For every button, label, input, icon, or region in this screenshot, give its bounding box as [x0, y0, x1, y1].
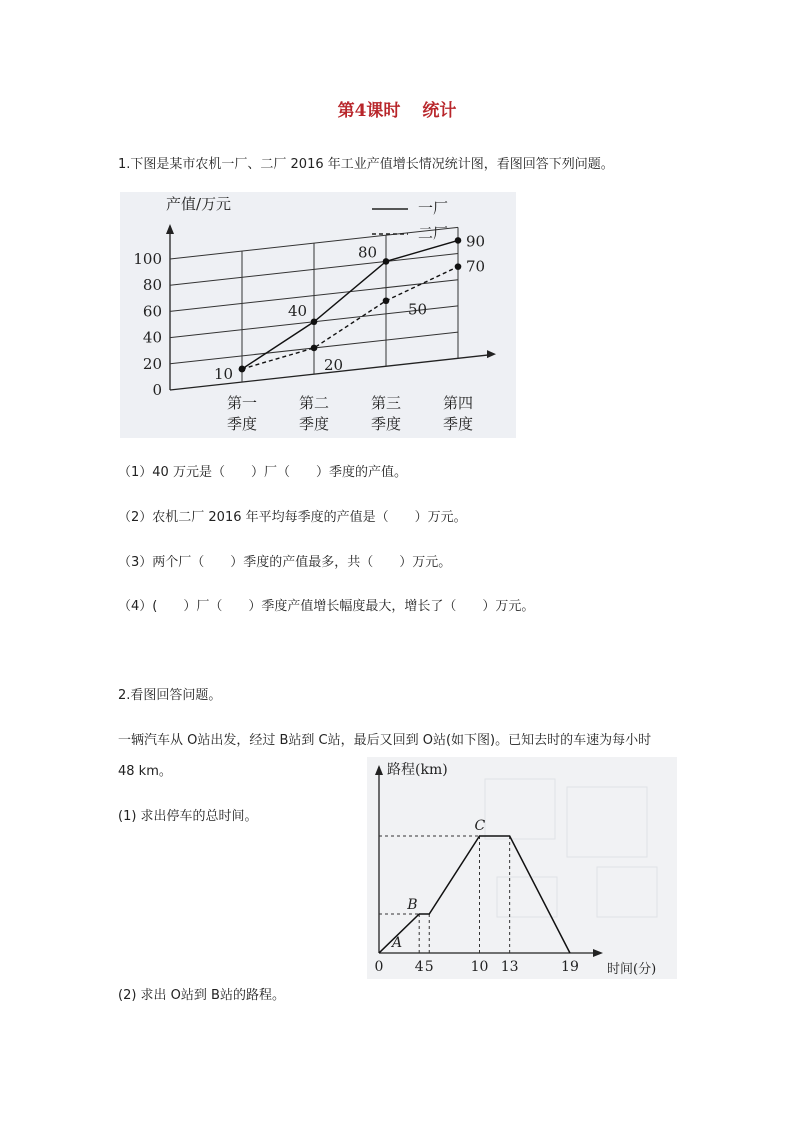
page-title [0, 96, 794, 121]
q1-prompt: 1.下图是某市农机一厂、二厂 2016 年工业产值增长情况统计图，看图回答下列问题。 [118, 157, 614, 172]
chart1-x-tick-label: 季度 [298, 415, 330, 433]
chart1-x-tick-label: 季度 [370, 415, 402, 433]
chart1-point-factory2 [311, 345, 318, 352]
q1-sub2: （2）农机二厂 2016 年平均每季度的产值是（ ）万元。 [118, 510, 467, 525]
legend-label-factory1: 一厂 [418, 199, 449, 217]
chart1-x-tick-label: 第四 [442, 394, 474, 412]
title-lesson: 第4课时 [337, 101, 401, 121]
chart2-point-label: B [407, 897, 418, 913]
chart1-y-tick-label: 80 [142, 276, 162, 295]
chart2-x-tick-label: 0 [374, 959, 384, 975]
chart2-x-tick-label: 19 [561, 959, 579, 975]
chart1-y-tick-label: 40 [142, 328, 162, 347]
chart2-x-tick-label: 4 [414, 959, 424, 975]
chart2-y-axis-title: 路程(km) [387, 762, 448, 778]
chart1-x-tick-label: 第三 [370, 394, 402, 412]
chart1-x-tick-label: 季度 [226, 415, 258, 433]
chart1-data-label: 70 [466, 257, 486, 276]
chart1-data-label: 80 [358, 243, 378, 262]
chart2-point-label: A [392, 935, 403, 951]
chart1-point-factory2 [383, 297, 390, 304]
chart1-y-axis-title: 产值/万元 [166, 195, 232, 213]
q2-text-line2: 48 km。 [118, 764, 172, 779]
chart1-x-tick-label: 第一 [226, 394, 258, 412]
q2-sub1: (1) 求出停车的总时间。 [118, 809, 258, 824]
chart1-y-tick-label: 0 [152, 381, 162, 399]
legend-label-factory2: 二厂 [418, 224, 449, 242]
chart1-point-factory2 [239, 366, 246, 373]
chart1-data-label: 10 [214, 364, 234, 383]
chart-factory-output [120, 192, 516, 438]
q1-sub3: （3）两个厂（ ）季度的产值最多，共（ ）万元。 [118, 555, 452, 570]
chart2-point-label: C [474, 818, 486, 834]
chart1-data-label: 40 [288, 301, 308, 320]
title-topic: 统计 [422, 101, 457, 121]
chart1-point-factory2 [455, 263, 462, 270]
chart2-x-tick-label: 13 [500, 959, 519, 975]
chart1-y-tick-label: 20 [142, 354, 162, 373]
q1-sub4: （4）( ）厂（ ）季度产值增长幅度最大，增长了（ ）万元。 [118, 599, 535, 614]
chart1-data-label: 90 [466, 232, 486, 251]
chart1-data-label: 50 [408, 300, 428, 319]
chart1-point-factory1 [311, 318, 318, 325]
chart1-y-tick-label: 100 [133, 250, 162, 268]
q2-heading: 2.看图回答问题。 [118, 688, 222, 703]
chart2-x-axis-title: 时间(分) [607, 962, 657, 977]
chart1-y-tick-label: 60 [142, 302, 162, 321]
chart1-point-factory1 [455, 237, 462, 244]
q1-sub1: （1）40 万元是（ ）厂（ ）季度的产值。 [118, 465, 407, 480]
chart2-x-tick-label: 5 [424, 959, 434, 975]
q2-text-line1: 一辆汽车从 O站出发，经过 B站到 C站，最后又回到 O站(如下图)。已知去时的车速为每小时 [118, 733, 652, 748]
chart1-data-label: 20 [324, 355, 344, 374]
chart2-x-tick-label: 10 [470, 959, 489, 975]
chart1-x-tick-label: 第二 [298, 394, 330, 412]
chart-distance-time [367, 757, 677, 979]
chart1-point-factory1 [383, 258, 390, 265]
q2-sub2: (2) 求出 O站到 B站的路程。 [118, 988, 285, 1003]
chart1-x-tick-label: 季度 [442, 415, 474, 433]
chart2-background [367, 757, 677, 979]
